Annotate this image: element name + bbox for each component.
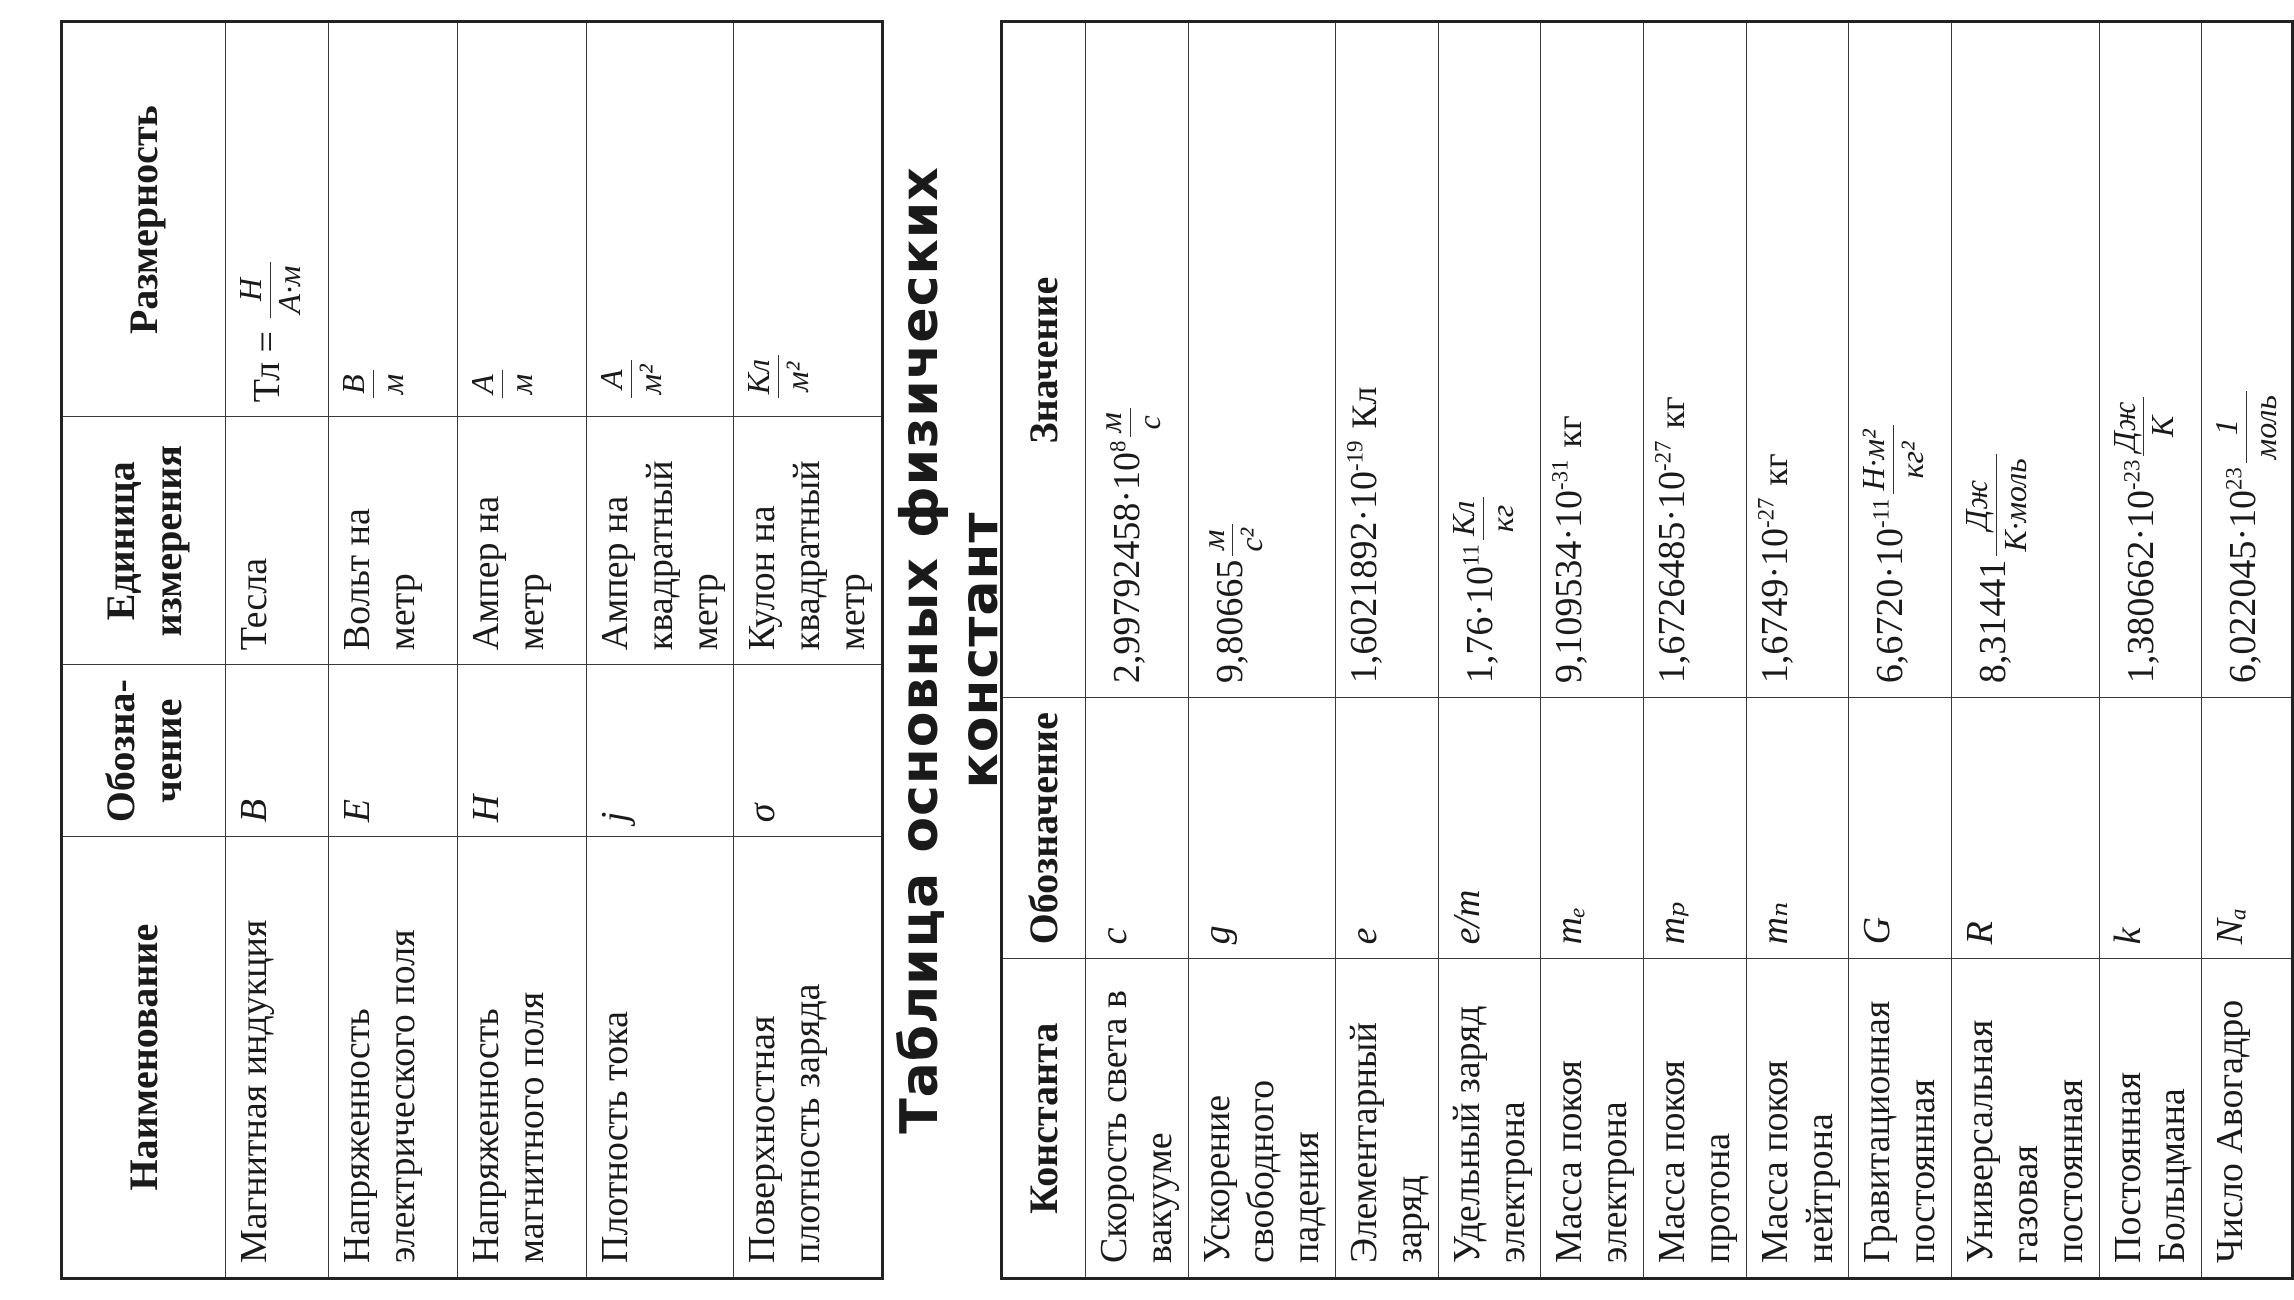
fraction <box>1092 408 1169 436</box>
units-table-header <box>62 22 226 1279</box>
constant-symbol: mₚ <box>1644 698 1747 959</box>
header-value: Значение <box>1002 22 1086 698</box>
fraction <box>232 262 309 318</box>
constant-symbol: c <box>1086 698 1189 959</box>
quantity-symbol: B <box>226 665 329 837</box>
value-mantissa: 1,76·10 <box>1458 566 1501 684</box>
header-unit: Единица измерения <box>62 417 226 665</box>
constants-table-body <box>1086 22 2293 1279</box>
fraction <box>593 360 670 398</box>
constants-title: Таблица основных физических констант <box>890 166 1010 1134</box>
fraction-denominator: кг <box>1483 504 1520 533</box>
value-exponent: -11 <box>1868 498 1894 528</box>
dimension <box>587 22 734 417</box>
constant-name: Ускорение свободного падения <box>1188 959 1335 1279</box>
table-row <box>458 22 587 1279</box>
fraction-numerator: В <box>335 370 374 398</box>
fraction <box>2106 397 2183 455</box>
constant-symbol: G <box>1849 698 1952 959</box>
fraction <box>464 370 541 398</box>
constant-value <box>1541 22 1644 698</box>
fraction-denominator: м <box>373 373 410 395</box>
value-mantissa: 9,80665 <box>1208 559 1251 684</box>
value-mantissa: 9,109534·10 <box>1548 490 1591 684</box>
constant-name: Удельный заряд электрона <box>1438 959 1541 1279</box>
fraction-numerator: Дж <box>2106 397 2145 455</box>
fraction-denominator: К <box>2144 415 2181 438</box>
value-mantissa: 8,31441 <box>1972 559 2015 684</box>
value-mantissa: 1,380662·10 <box>2119 490 2162 684</box>
fraction-denominator: А·м <box>270 265 307 314</box>
value-unit: кг <box>1549 415 1590 448</box>
dimension <box>226 22 329 417</box>
constant-symbol: e/m <box>1438 698 1541 959</box>
fraction-numerator: м <box>1092 408 1131 436</box>
fraction-numerator: 1 <box>2208 391 2247 463</box>
value-mantissa: 1,6726485·10 <box>1651 471 1694 684</box>
quantity-name: Плотность тока <box>587 837 734 1279</box>
value-exponent: -27 <box>1753 497 1779 528</box>
constant-name: Масса покоя электрона <box>1541 959 1644 1279</box>
constant-symbol: Nₐ <box>2202 698 2293 959</box>
header-symbol: Обозна-чение <box>62 665 226 837</box>
fraction-denominator: К·моль <box>1996 458 2033 552</box>
fraction <box>740 355 817 398</box>
fraction-denominator: м² <box>631 364 668 395</box>
constant-value <box>1086 22 1189 698</box>
fraction-denominator: с <box>1130 415 1167 430</box>
value-unit: кг <box>1754 453 1795 486</box>
unit-name: Ампер на метр <box>458 417 587 665</box>
fraction-numerator: А <box>464 370 503 398</box>
constant-symbol: mₑ <box>1541 698 1644 959</box>
quantity-name: Поверхностная плотность заряда <box>734 837 882 1279</box>
value-exponent: -19 <box>1342 440 1368 471</box>
units-table-body <box>226 22 883 1279</box>
table-row <box>1746 22 1849 1279</box>
value-exponent: 11 <box>1458 544 1484 566</box>
constants-table-header <box>1002 22 1086 1279</box>
constant-value <box>1438 22 1541 698</box>
value-mantissa: 1,6021892·10 <box>1343 471 1386 684</box>
fraction-numerator: Н·м² <box>1855 425 1894 494</box>
constant-name: Масса покоя протона <box>1644 959 1747 1279</box>
constant-symbol: k <box>2099 698 2202 959</box>
value-mantissa: 6,6720·10 <box>1869 528 1912 684</box>
quantity-symbol: H <box>458 665 587 837</box>
unit-name: Вольт на метр <box>329 417 458 665</box>
constant-symbol: g <box>1188 698 1335 959</box>
table-row <box>1438 22 1541 1279</box>
constant-value <box>1188 22 1335 698</box>
value-unit: Кл <box>1344 386 1385 429</box>
table-row <box>1644 22 1747 1279</box>
units-table <box>60 20 884 1280</box>
quantity-symbol: E <box>329 665 458 837</box>
value-mantissa: 1,6749·10 <box>1753 528 1796 684</box>
constants-table <box>1000 20 2294 1280</box>
table-row <box>1849 22 1952 1279</box>
quantity-name: Магнитная индукция <box>226 837 329 1279</box>
dimension <box>734 22 882 417</box>
fraction-denominator: с² <box>1233 527 1270 552</box>
constant-value <box>1746 22 1849 698</box>
value-mantissa: 6,022045·10 <box>2222 490 2265 684</box>
dimension-prefix: Тл = <box>245 321 288 403</box>
table-row <box>329 22 458 1279</box>
constant-value <box>1849 22 1952 698</box>
table-row <box>1952 22 2099 1279</box>
constant-name: Скорость света в вакууме <box>1086 959 1189 1279</box>
fraction <box>1855 425 1932 494</box>
fraction <box>1195 524 1272 556</box>
fraction-denominator: кг² <box>1894 441 1931 479</box>
constant-name: Число Авогадро <box>2202 959 2293 1279</box>
constant-name: Элементарный заряд <box>1336 959 1439 1279</box>
fraction <box>1445 497 1522 540</box>
constant-value <box>2202 22 2293 698</box>
constant-name: Гравитационная постоянная <box>1849 959 1952 1279</box>
fraction <box>2208 391 2285 463</box>
dimension <box>458 22 587 417</box>
table-row <box>1541 22 1644 1279</box>
fraction-denominator: м² <box>779 361 816 392</box>
fraction <box>335 370 412 398</box>
constant-value <box>1644 22 1747 698</box>
fraction-denominator: м <box>502 373 539 395</box>
table-row <box>734 22 882 1279</box>
header-name: Наименование <box>62 837 226 1279</box>
fraction-denominator: моль <box>2246 395 2283 460</box>
constant-symbol: e <box>1336 698 1439 959</box>
constant-symbol: mₙ <box>1746 698 1849 959</box>
value-exponent: 23 <box>2221 467 2247 490</box>
quantity-name: Напряженность электрического поля <box>329 837 458 1279</box>
unit-name: Ампер на квадратный метр <box>587 417 734 665</box>
table-row <box>2202 22 2293 1279</box>
value-unit: кг <box>1652 396 1693 429</box>
unit-name: Кулон на квадратный метр <box>734 417 882 665</box>
dimension <box>329 22 458 417</box>
quantity-name: Напряженность магнитного поля <box>458 837 587 1279</box>
constant-value <box>1336 22 1439 698</box>
constant-name: Постоянная Больцмана <box>2099 959 2202 1279</box>
table-row <box>1086 22 1189 1279</box>
value-exponent: -27 <box>1650 440 1676 471</box>
constant-name: Масса покоя нейтрона <box>1746 959 1849 1279</box>
table-row <box>1188 22 1335 1279</box>
header-dimension: Размерность <box>62 22 226 417</box>
header-symbol: Обозначение <box>1002 698 1086 959</box>
table-row <box>2099 22 2202 1279</box>
value-exponent: -31 <box>1547 459 1573 490</box>
fraction-numerator: Дж <box>1958 454 1997 555</box>
constant-name: Универсальная газовая постоянная <box>1952 959 2099 1279</box>
value-exponent: -23 <box>2118 459 2144 490</box>
unit-name: Тесла <box>226 417 329 665</box>
table-row <box>1336 22 1439 1279</box>
fraction <box>1958 454 2035 555</box>
quantity-symbol: σ <box>734 665 882 837</box>
constant-symbol: R <box>1952 698 2099 959</box>
header-constant: Константа <box>1002 959 1086 1279</box>
fraction-numerator: Кл <box>1445 497 1484 540</box>
quantity-symbol: j <box>587 665 734 837</box>
fraction-numerator: м <box>1195 524 1234 556</box>
constant-value <box>2099 22 2202 698</box>
fraction-numerator: А <box>593 360 632 398</box>
constant-value <box>1952 22 2099 698</box>
table-row <box>226 22 329 1279</box>
value-mantissa: 2,99792458·10 <box>1105 452 1148 684</box>
fraction-numerator: Н <box>232 262 271 318</box>
table-row <box>587 22 734 1279</box>
value-exponent: 8 <box>1105 440 1131 452</box>
fraction-numerator: Кл <box>740 355 779 398</box>
